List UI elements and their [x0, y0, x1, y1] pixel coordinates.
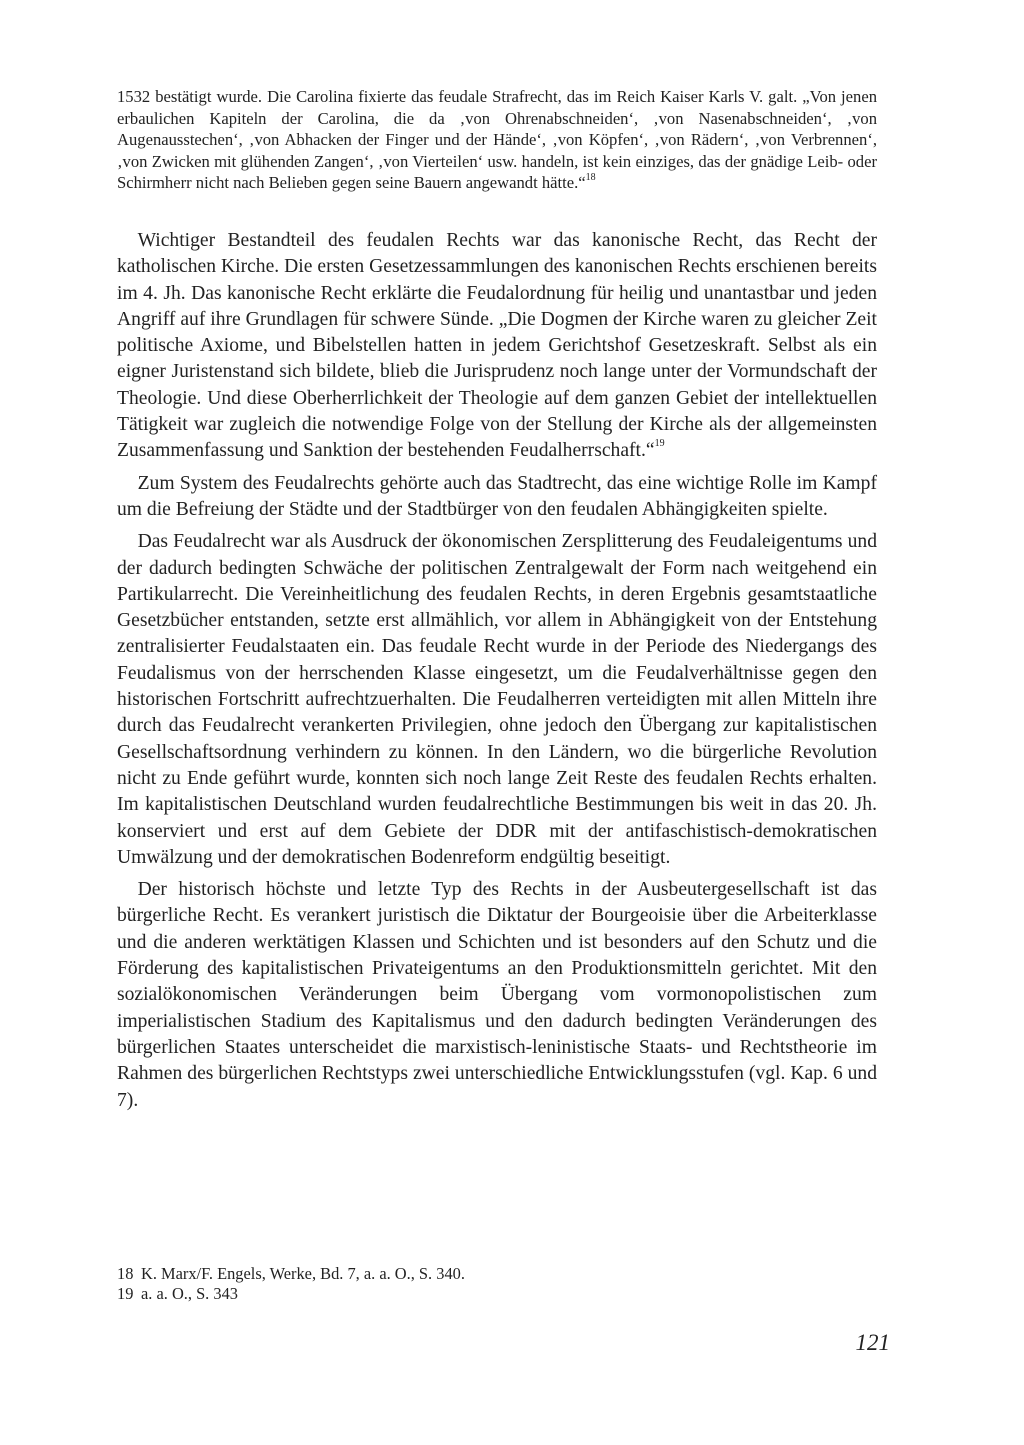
footnote-text: a. a. O., S. 343	[141, 1284, 238, 1303]
body-text	[117, 228, 877, 1120]
footnotes	[117, 1264, 817, 1304]
paragraph-3: Das Feudalrecht war als Ausdruck der ökonomischen Zersplitterung des Feudaleigentums und der dadurch bedingten Schwäche der politischen Zentralgewalt der Form nach weitgehend ein Partikularrecht. Die Vereinheitlichung des feudalen Rechts, in deren Ergebnis gesamtstaatliche Gesetzbücher entstanden, setzte erst allmählich, vor allem in Abhängigkeit von der Entstehung zentralisierter Feudalstaaten ein. Das feudale Recht wurde in der Periode des Niedergangs des Feudalismus von der herrschenden Klasse eingesetzt, um die Feudalverhältnisse gegen den historischen Fortschritt aufrechtzuerhalten. Die Feudalherren verteidigten mit allen Mitteln ihre durch das Feudalrecht verankerten Privilegien, ohne jedoch den Übergang zur kapitalistischen Gesellschaftsordnung verhindern zu können. In den Ländern, wo die bürgerliche Revolution nicht zu Ende geführt wurde, konnten sich noch lange Zeit Reste des feudalen Rechts erhalten. Im kapitalistischen Deutschland wurden feudalrechtliche Bestimmungen bis weit in das 20. Jh. konserviert und erst auf dem Gebiete der DDR mit der antifaschistisch-demokratischen Umwälzung und der demokratischen Bodenreform endgültig beseitigt.	[117, 531, 877, 868]
footnote-19	[117, 1284, 817, 1304]
footnote-number: 18	[117, 1264, 134, 1283]
page-number: 121	[855, 1330, 890, 1355]
footnote-ref-19: 19	[654, 438, 665, 450]
footnote-18	[117, 1264, 817, 1284]
footnote-text: K. Marx/F. Engels, Werke, Bd. 7, a. a. O., S. 340.	[141, 1264, 465, 1283]
paragraph-1-text: Wichtiger Bestandteil des feudalen Rechts war das kanonische Recht, das Recht der katholischen Kirche. Die ersten Gesetzessammlungen des kanonischen Rechts erschienen bereits im 4. Jh. Das kanonische Recht erklärte die Feudalordnung für heilig und unantastbar und jeden Angriff auf ihre Grundlagen für schwere Sünde. „Die Dogmen der Kirche waren zu gleicher Zeit politische Axiome, und Bibelstellen hatten in jedem Gerichtshof Gesetzeskraft. Selbst als ein eigner Juristenstand sich bildete, blieb die Jurisprudenz noch lange unter der Vormundschaft der Theologie. Und diese Oberherrlichkeit der Theologie auf dem ganzen Gebiet der intellektuellen Tätigkeit war zugleich die notwendige Folge von der Stellung der Kirche als der allgemeinsten Zusammenfassung und Sanktion der bestehenden Feudalherrschaft.“	[117, 230, 877, 462]
footnote-ref-18: 18	[585, 172, 596, 183]
paragraph-2: Zum System des Feudalrechts gehörte auch das Stadtrecht, das eine wichtige Rolle im Kampf um die Befreiung der Städte und der Stadtbürger von den feudalen Abhängigkeiten spielte.	[117, 472, 877, 520]
footnote-number: 19	[117, 1284, 134, 1303]
paragraph-1	[117, 228, 877, 465]
block-quote	[117, 86, 877, 194]
quote-text: 1532 bestätigt wurde. Die Carolina fixierte das feudale Strafrecht, das im Reich Kaiser Karls V. galt. „Von jenen erbaulichen Kapiteln der Carolina, die da ‚von Ohrenabschneiden‘, ‚von Nasenabschneiden‘, ‚von Augenausstechen‘, ‚von Abhacken der Finger und der Hände‘, ‚von Köpfen‘, ‚von Rädern‘, ‚von Verbrennen‘, ‚von Zwicken mit glühenden Zangen‘, ‚von Vierteilen‘ usw. handeln, ist kein einziges, das der gnädige Leib- oder Schirmherr nicht nach Belieben gegen seine Bauern angewandt hätte.“	[117, 87, 877, 192]
paragraph-4: Der historisch höchste und letzte Typ des Rechts in der Ausbeutergesellschaft ist das bürgerliche Recht. Es verankert juristisch die Diktatur der Bourgeoisie über die Arbeiterklasse und die anderen werktätigen Klassen und Schichten und ist besonders auf den Schutz und die Förderung des kapitalistischen Privateigentums an den Produktionsmitteln gerichtet. Mit den sozialökonomischen Veränderungen beim Übergang vom vormonopolistischen zum imperialistischen Stadium des Kapitalismus und den dadurch bedingten Veränderungen des bürgerlichen Staates unterscheidet die marxistisch-leninistische Staats- und Rechtstheorie im Rahmen des bürgerlichen Rechtstyps zwei unterschiedliche Entwicklungsstufen (vgl. Kap. 6 und 7).	[117, 879, 877, 1111]
